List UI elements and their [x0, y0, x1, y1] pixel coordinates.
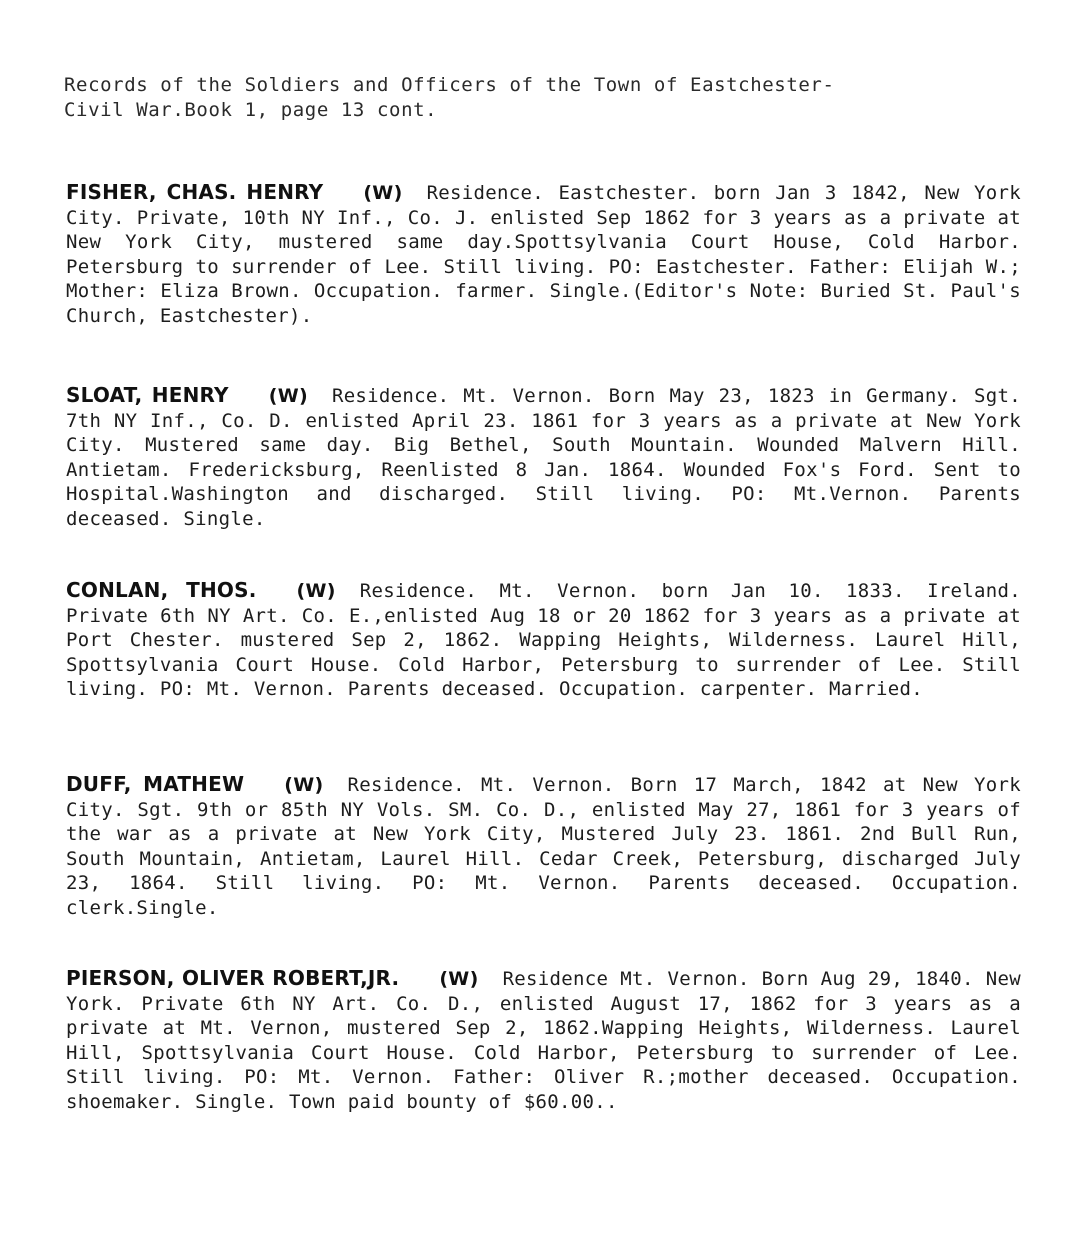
soldier-record: Residence. Mt. Vernon. Born 17 March, 1842 at New York City. Sgt. 9th or 85th NY Vols. SM. Co. D., enlisted May 27, 1861 for 3 years of the war as a private at New York City, Mustered July 23. 1861. 2nd Bull Run, South Mountain, Antietam, Laurel Hill. Cedar Creek, Petersburg, discharged July 23, 1864. Still living. PO: Mt. Vernon. Parents deceased. Occupation. clerk.Single. [66, 774, 1021, 919]
soldier-entry [66, 966, 1021, 1115]
soldier-record: Residence Mt. Vernon. Born Aug 29, 1840. New York. Private 6th NY Art. Co. D., enlisted August 17, 1862 for 3 years as a private at Mt. Vernon, mustered Sep 2, 1862.Wapping Heights, Wilderness. Laurel Hill, Spottsylvania Court House. Cold Harbor, Petersburg to surrender of Lee. Still living. PO: Mt. Vernon. Father: Oliver R.;mother deceased. Occupation. shoemaker. Single. Town paid bounty of $60.00.. [66, 968, 1021, 1113]
soldier-name: PIERSON, OLIVER ROBERT,JR. [66, 966, 400, 990]
soldier-flag: (W) [296, 580, 336, 602]
soldier-entry [66, 578, 1021, 702]
soldier-flag: (W) [439, 968, 479, 990]
header-title: Records of the Soldiers and Officers of the Town of Eastchester- [64, 74, 835, 96]
soldier-entry [66, 180, 1021, 329]
soldier-record: Residence. Mt. Vernon. born Jan 10. 1833. Ireland. Private 6th NY Art. Co. E.,enlisted Aug 18 or 20 1862 for 3 years as a private at Port Chester. mustered Sep 2, 1862. Wapping Heights, Wilderness. Laurel Hill, Spottsylvania Court House. Cold Harbor, Petersburg to surrender of Lee. Still living. PO: Mt. Vernon. Parents deceased. Occupation. carpenter. Married. [66, 580, 1021, 701]
soldier-entry [66, 772, 1021, 921]
soldier-flag: (W) [284, 774, 324, 796]
soldier-flag: (W) [363, 182, 403, 204]
soldier-entry [66, 383, 1021, 532]
soldier-record: Residence. Mt. Vernon. Born May 23, 1823 in Germany. Sgt. 7th NY Inf., Co. D. enlisted April 23. 1861 for 3 years as a private at New York City. Mustered same day. Big Bethel, South Mountain. Wounded Malvern Hill. Antietam. Fredericksburg, Reenlisted 8 Jan. 1864. Wounded Fox's Ford. Sent to Hospital.Washington and discharged. Still living. PO: Mt.Vernon. Parents deceased. Single. [66, 385, 1021, 530]
soldier-name: SLOAT, HENRY [66, 383, 229, 407]
soldier-flag: (W) [268, 385, 308, 407]
header-subtitle: Civil War.Book 1, page 13 cont. [64, 98, 438, 121]
soldier-record: Residence. Eastchester. born Jan 3 1842, New York City. Private, 10th NY Inf., Co. J. enlisted Sep 1862 for 3 years as a private at New York City, mustered same day.Spottsylvania Court House, Cold Harbor. Petersburg to surrender of Lee. Still living. PO: Eastchester. Father: Elijah W.; Mother: Eliza Brown. Occupation. farmer. Single.(Editor's Note: Buried St. Paul's Church, Eastchester). [66, 182, 1021, 327]
page-header [64, 73, 1024, 122]
soldier-name: CONLAN, THOS. [66, 578, 257, 602]
soldier-name: FISHER, CHAS. HENRY [66, 180, 324, 204]
soldier-name: DUFF, MATHEW [66, 772, 245, 796]
